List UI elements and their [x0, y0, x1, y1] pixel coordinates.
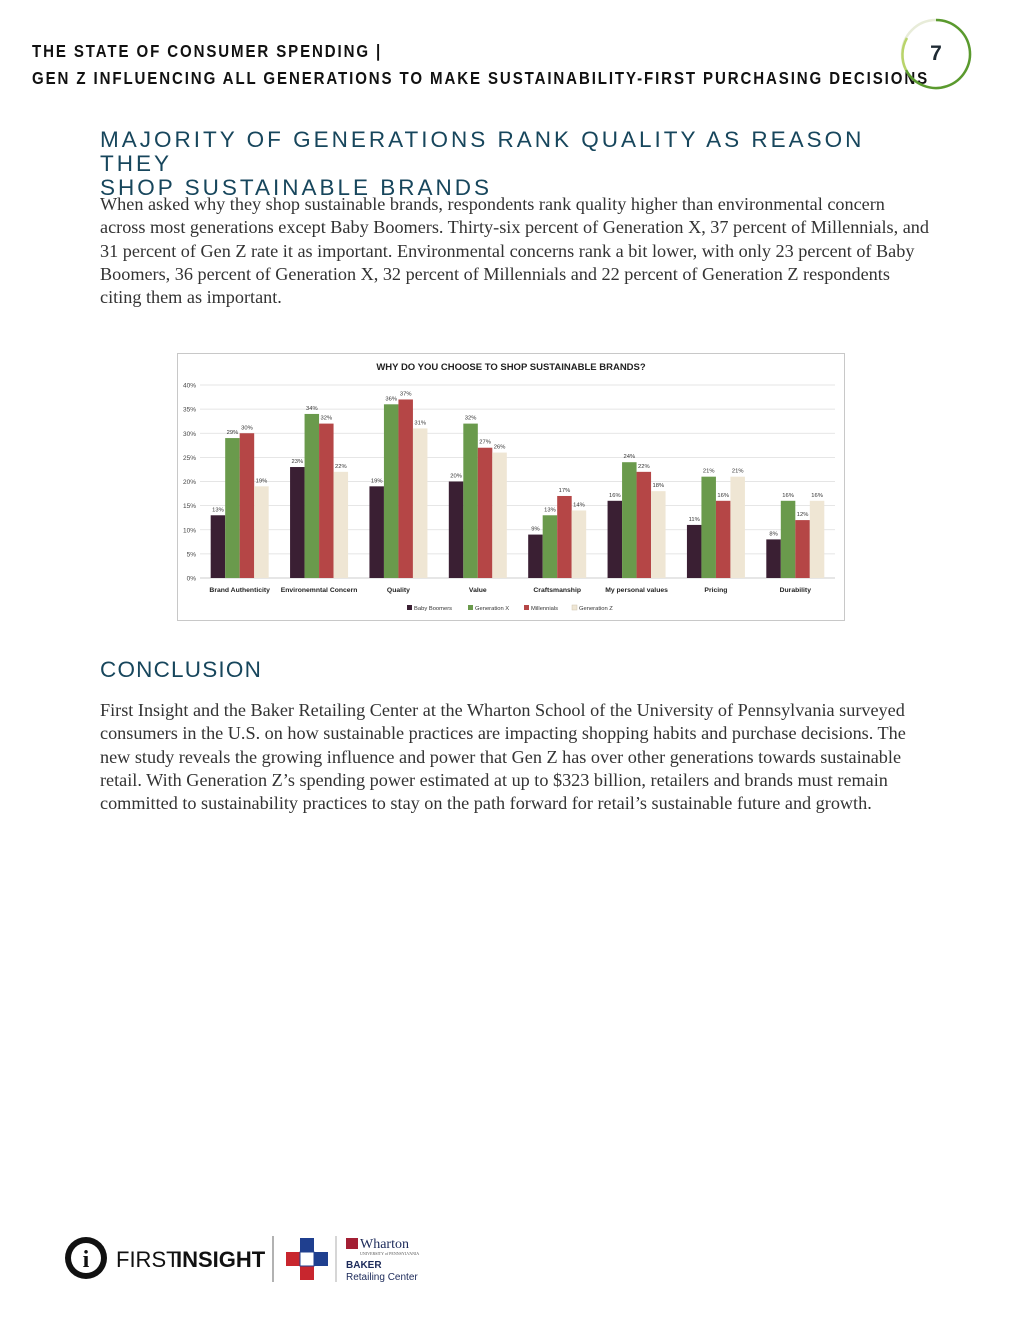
chart-title: WHY DO YOU CHOOSE TO SHOP SUSTAINABLE BRANDS?: [376, 362, 646, 373]
wharton-text: Wharton: [360, 1237, 409, 1252]
conclusion-paragraph: First Insight and the Baker Retailing Center at the Wharton School of the University of Pennsylvania surveyed consumers in the U.S. on how sustainable practices are impacting shopping habits and purchase decisions. The new study reveals the growing influence and power that Gen Z has over other generations towards sustainable retail. With Generation Z’s spending power estimated at up to $323 billion, retailers and brands must remain committed to sustainability practices to stay on the path forward for retail’s sustainable future and growth.: [100, 700, 906, 814]
data-label: 27%: [479, 439, 491, 446]
bar: [622, 462, 637, 578]
y-tick-label: 0%: [186, 575, 196, 583]
first-insight-logo: [65, 1237, 266, 1279]
legend-label: Millennials: [531, 606, 559, 612]
bar: [766, 539, 781, 578]
x-tick-label: Value: [468, 587, 487, 594]
logo-i-letter: i: [82, 1247, 90, 1273]
bar: [254, 486, 269, 578]
footer-logos: [64, 1230, 424, 1290]
data-label: 37%: [399, 391, 412, 398]
data-label: 19%: [255, 478, 268, 485]
wharton-subtext: UNIVERSITY of PENNSYLVANIA: [360, 1251, 420, 1256]
bar: [810, 501, 825, 578]
data-label: 13%: [544, 507, 556, 514]
x-tick-label: Environemntal Concern: [280, 587, 358, 594]
bar: [449, 482, 464, 579]
data-label: 32%: [464, 415, 477, 422]
legend-label: Generation Z: [579, 606, 613, 612]
bar: [637, 472, 652, 578]
data-label: 29%: [226, 430, 239, 437]
data-label: 34%: [306, 405, 318, 412]
legend-swatch: [572, 605, 577, 610]
bar: [225, 438, 240, 578]
chart-canvas: [178, 354, 844, 620]
data-label: 14%: [573, 502, 585, 509]
bar: [543, 515, 558, 578]
baker-center-mark-icon: [286, 1238, 328, 1280]
conclusion-title: CONCLUSION: [100, 657, 263, 682]
data-label: 22%: [638, 463, 650, 470]
bar: [716, 501, 731, 578]
x-tick-label: Quality: [386, 587, 410, 594]
bar: [478, 448, 493, 578]
bar: [795, 520, 810, 578]
x-tick-label: Pricing: [704, 587, 728, 594]
data-label: 16%: [717, 492, 729, 499]
section-title: [100, 128, 940, 200]
y-tick-label: 40%: [182, 382, 196, 390]
data-label: 19%: [370, 478, 383, 485]
y-tick-label: 10%: [182, 527, 196, 535]
y-tick-label: 25%: [182, 454, 196, 462]
page-number: 7: [930, 42, 942, 65]
bar: [528, 535, 543, 578]
bar: [557, 496, 572, 578]
bar: [290, 467, 305, 578]
data-label: 21%: [702, 468, 715, 475]
section-title-line-2: SHOP SUSTAINABLE BRANDS: [100, 175, 493, 200]
logo-first-text: FIRST: [116, 1247, 180, 1272]
bar: [319, 424, 334, 578]
bar: [398, 399, 413, 578]
data-label: 8%: [769, 531, 778, 538]
bar: [572, 510, 587, 578]
data-label: 16%: [782, 492, 794, 499]
document-header: [32, 38, 930, 92]
y-tick-label: 15%: [182, 503, 196, 511]
bar: [730, 477, 745, 578]
bar: [492, 453, 507, 578]
data-label: 11%: [688, 516, 700, 523]
x-tick-label: My personal values: [605, 587, 668, 594]
data-label: 24%: [623, 454, 636, 461]
y-tick-label: 30%: [182, 430, 196, 438]
y-tick-label: 5%: [186, 551, 196, 559]
data-label: 16%: [811, 492, 823, 499]
bar: [701, 477, 716, 578]
wharton-logo: [346, 1237, 419, 1283]
data-label: 20%: [450, 473, 462, 480]
bar: [463, 424, 478, 578]
y-tick-label: 20%: [182, 479, 196, 486]
data-label: 30%: [241, 425, 253, 432]
legend-label: Generation X: [475, 606, 510, 612]
bar: [240, 433, 255, 578]
bar: [369, 486, 384, 578]
header-line-1: THE STATE OF CONSUMER SPENDING |: [32, 41, 383, 61]
legend-swatch: [407, 605, 412, 610]
legend-swatch: [468, 605, 473, 610]
header-line-2: GEN Z INFLUENCING ALL GENERATIONS TO MAKE SUSTAINABILITY-FIRST PURCHASING DECISIONS: [32, 68, 930, 88]
bar: [305, 414, 320, 578]
data-label: 12%: [796, 512, 809, 519]
data-label: 9%: [531, 526, 540, 533]
legend-swatch: [524, 605, 529, 610]
baker-text: BAKER: [346, 1260, 382, 1271]
data-label: 18%: [652, 483, 665, 490]
data-label: 36%: [385, 396, 397, 403]
data-label: 16%: [609, 492, 621, 499]
data-label: 23%: [291, 459, 304, 466]
data-label: 31%: [414, 420, 426, 427]
x-tick-label: Brand Authenticity: [209, 587, 270, 594]
bar-chart: [177, 353, 845, 621]
data-label: 22%: [335, 463, 347, 470]
data-label: 32%: [320, 415, 333, 422]
logo-insight-text: INSIGHT: [176, 1247, 266, 1272]
legend-label: Baby Boomers: [414, 606, 453, 612]
retailing-center-text: Retailing Center: [346, 1272, 418, 1283]
data-label: 17%: [558, 487, 571, 494]
bar: [781, 501, 796, 578]
x-tick-label: Durability: [779, 587, 811, 594]
data-label: 21%: [731, 468, 744, 475]
section-title-line-1: MAJORITY OF GENERATIONS RANK QUALITY AS REASON THEY: [100, 127, 865, 176]
data-label: 26%: [493, 444, 506, 451]
bar: [413, 428, 428, 578]
bar: [687, 525, 702, 578]
bar: [211, 515, 226, 578]
bar: [608, 501, 623, 578]
x-tick-label: Craftsmanship: [533, 587, 581, 594]
intro-paragraph: When asked why they shop sustainable brands, respondents rank quality higher than environmental concern across most generations except Baby Boomers. Thirty-six percent of Generation X, 37 percent of Millennials, and 31 percent of Gen Z rate it as important. Environmental concerns rank a bit lower, with only 23 percent of Baby Boomers, 36 percent of Generation X, 32 percent of Millennials and 22 percent of Generation Z respondents citing them as important.: [100, 194, 929, 308]
data-label: 13%: [212, 507, 224, 514]
bar: [651, 491, 666, 578]
bar: [334, 472, 349, 578]
y-tick-label: 35%: [182, 406, 196, 414]
bar: [384, 404, 399, 578]
